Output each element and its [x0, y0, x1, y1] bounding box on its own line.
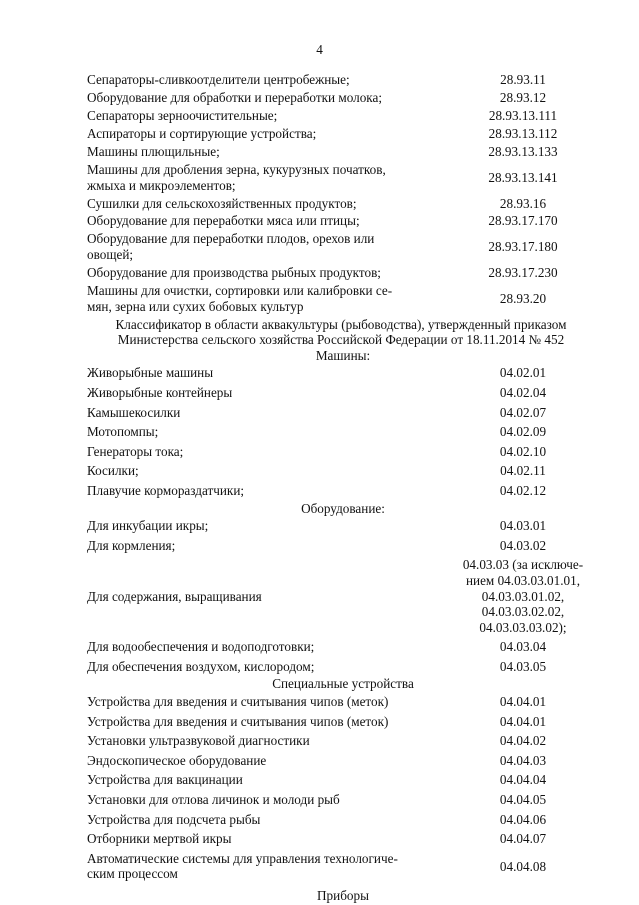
classifier-heading-line: Министерства сельского хозяйства Российской Федерации от 18.11.2014 № 452: [117, 332, 565, 348]
item-code: 28.93.13.133: [488, 143, 558, 159]
item-code: 04.04.08: [499, 858, 547, 874]
list-row: [87, 810, 599, 830]
machines-heading: Машины:: [315, 347, 371, 363]
list-row: [87, 126, 599, 144]
item-name-line: Машины для дробления зерна, кукурузных початков,: [87, 161, 386, 177]
item-code: [447, 518, 599, 534]
list-row: [87, 637, 599, 657]
item-name: [87, 90, 447, 106]
item-name-line: Оборудование для обработки и переработки молока;: [87, 89, 383, 105]
list-row: [87, 363, 599, 383]
item-name: [87, 851, 447, 882]
item-name-line: Сепараторы зерноочистительные;: [87, 107, 278, 123]
equipment-list: [87, 516, 599, 676]
item-code: 28.93.11: [500, 72, 546, 87]
list-row: [87, 770, 599, 790]
item-name: [87, 792, 447, 808]
item-code-line: 04.03.01: [499, 518, 547, 534]
item-name-line: Эндоскопическое оборудование: [87, 752, 267, 768]
item-name-line: Установки ультразвуковой диагностики: [87, 733, 310, 749]
list-row: [87, 657, 599, 677]
item-code-line: 04.03.04: [499, 639, 547, 655]
item-code-line: нием 04.03.03.01.01,: [465, 572, 581, 588]
item-code: 04.04.01: [499, 713, 547, 729]
classifier-heading-line: Классификатор в области аквакультуры (рыбоводства), утвержденный приказом: [115, 316, 567, 332]
item-name: Косилки;: [87, 463, 139, 479]
item-code-line: 04.03.03.01.02,: [481, 588, 565, 604]
list-row: [87, 751, 599, 771]
item-name-line: Отборники мертвой икры: [87, 831, 232, 847]
item-code-line: 04.03.03.03.02);: [479, 619, 567, 635]
section-agri-equipment: [87, 72, 599, 317]
item-code: 04.02.01: [499, 365, 547, 381]
item-name-line: Сепараторы-сливкоотделители центробежные;: [87, 72, 350, 87]
list-row: [87, 461, 599, 481]
item-name: [87, 772, 447, 788]
item-name: Для обеспечения воздухом, кислородом;: [87, 658, 315, 674]
item-name-line: Оборудование для производства рыбных продуктов;: [87, 265, 381, 281]
item-code: [447, 659, 599, 675]
item-name: [87, 72, 447, 88]
item-name-line: Устройства для введения и считывания чипов (меток): [87, 713, 389, 729]
item-name: Камышекосилки: [87, 404, 181, 420]
item-code-line: 04.03.02: [499, 537, 547, 553]
item-name: [87, 753, 447, 769]
list-row: [87, 265, 599, 283]
item-code: 04.04.06: [499, 811, 547, 827]
item-name-line: мян, зерна или сухих бобовых культур: [87, 298, 304, 314]
item-code: 28.93.16: [499, 195, 547, 211]
item-name-line: Оборудование для переработки плодов, орехов или: [87, 231, 375, 247]
item-name-line: Установки для отлова личинок и молоди рыб: [87, 792, 340, 808]
page-number: 4: [316, 42, 323, 57]
item-code: 04.04.03: [499, 752, 547, 768]
document-body: [87, 72, 599, 904]
item-code: 04.02.09: [499, 424, 547, 440]
item-code: [447, 557, 599, 635]
item-code: 04.02.10: [499, 443, 547, 459]
item-code: 28.93.20: [499, 290, 547, 306]
item-code: 04.02.12: [499, 482, 547, 498]
item-code-line: 04.03.03 (за исключе-: [462, 557, 584, 573]
list-row: [87, 712, 599, 732]
item-name: Живорыбные машины: [87, 365, 214, 381]
item-code: 04.02.07: [499, 404, 547, 420]
item-name: [87, 231, 447, 262]
special-devices-list: [87, 692, 599, 884]
item-name-line: Устройства для введения и считывания чипов (меток): [87, 694, 389, 710]
item-name: Генераторы тока;: [87, 443, 184, 459]
item-name: [87, 126, 447, 142]
list-row: [87, 849, 599, 884]
list-row: [87, 442, 599, 462]
item-name-line: Машины для очистки, сортировки или калибровки се-: [87, 283, 393, 299]
list-row: [87, 90, 599, 108]
item-code: 04.02.04: [499, 384, 547, 400]
list-row: [87, 144, 599, 162]
item-code: 28.93.12: [499, 89, 547, 105]
item-code: 28.93.13.112: [488, 125, 558, 141]
item-code: 28.93.13.111: [488, 107, 558, 123]
item-name: [87, 812, 447, 828]
item-name: Живорыбные контейнеры: [87, 384, 233, 400]
item-code: 04.04.05: [499, 792, 547, 808]
item-code: [447, 538, 599, 554]
instruments-heading: Приборы: [317, 888, 369, 904]
item-code: 28.93.17.230: [488, 265, 558, 281]
item-name: Мотопомпы;: [87, 424, 159, 440]
item-name-line: Аспираторы и сортирующие устройства;: [87, 125, 317, 141]
item-name-line: ским процессом: [87, 866, 178, 882]
item-name: Для водообеспечения и водоподготовки;: [87, 639, 315, 655]
item-code-line: 04.03.03.02.02,: [481, 604, 565, 620]
item-name-line: Автоматические системы для управления технологиче-: [87, 850, 398, 866]
list-row: [87, 731, 599, 751]
item-name-line: овощей;: [87, 247, 134, 263]
list-row: [87, 213, 599, 231]
list-row: [87, 692, 599, 712]
item-name: [87, 108, 447, 124]
item-code: 28.93.13.141: [488, 169, 558, 185]
item-name: [87, 714, 447, 730]
list-row: [87, 790, 599, 810]
list-row: [87, 196, 599, 214]
list-row: [87, 108, 599, 126]
item-name: [87, 144, 447, 160]
item-code: 04.04.04: [499, 772, 547, 788]
item-name-line: Устройства для вакцинации: [87, 772, 243, 788]
item-name-line: Сушилки для сельскохозяйственных продуктов;: [87, 195, 357, 211]
item-name: [87, 694, 447, 710]
item-code: [447, 639, 599, 655]
list-row: [87, 536, 599, 556]
item-name: [87, 831, 447, 847]
list-row: [87, 72, 599, 90]
item-name: [87, 196, 447, 212]
item-code: 04.02.11: [500, 463, 546, 479]
item-code: 28.93.17.180: [488, 239, 558, 255]
item-name: Плавучие кормораздатчики;: [87, 482, 245, 498]
item-code: 04.04.07: [499, 831, 547, 847]
list-row: [87, 422, 599, 442]
item-name-line: Машины плющильные;: [87, 143, 220, 159]
item-code-line: 04.03.05: [499, 658, 547, 674]
item-name-line: жмыха и микроэлементов;: [87, 177, 236, 193]
item-name: [87, 213, 447, 229]
item-name-line: Оборудование для переработки мяса или птицы;: [87, 213, 360, 229]
item-code: 28.93.17.170: [488, 213, 558, 229]
item-name: Для кормления;: [87, 537, 176, 553]
machines-list: [87, 363, 599, 500]
list-row: [87, 231, 599, 265]
item-name-line: Устройства для подсчета рыбы: [87, 811, 261, 827]
list-row: [87, 162, 599, 196]
list-row: [87, 516, 599, 536]
list-row: [87, 555, 599, 637]
item-name: Для инкубации икры;: [87, 518, 209, 534]
item-code: 04.04.01: [499, 694, 547, 710]
item-name: [87, 162, 447, 193]
special-devices-heading: Специальные устройства: [272, 676, 414, 692]
list-row: [87, 481, 599, 501]
item-name: [87, 283, 447, 314]
item-name: Для содержания, выращивания: [87, 588, 262, 604]
list-row: [87, 283, 599, 317]
list-row: [87, 829, 599, 849]
classifier-heading: [73, 317, 609, 348]
list-row: [87, 403, 599, 423]
item-name: [87, 733, 447, 749]
list-row: [87, 383, 599, 403]
item-code: 04.04.02: [499, 733, 547, 749]
item-name: [87, 265, 447, 281]
equipment-heading: Оборудование:: [301, 500, 385, 516]
